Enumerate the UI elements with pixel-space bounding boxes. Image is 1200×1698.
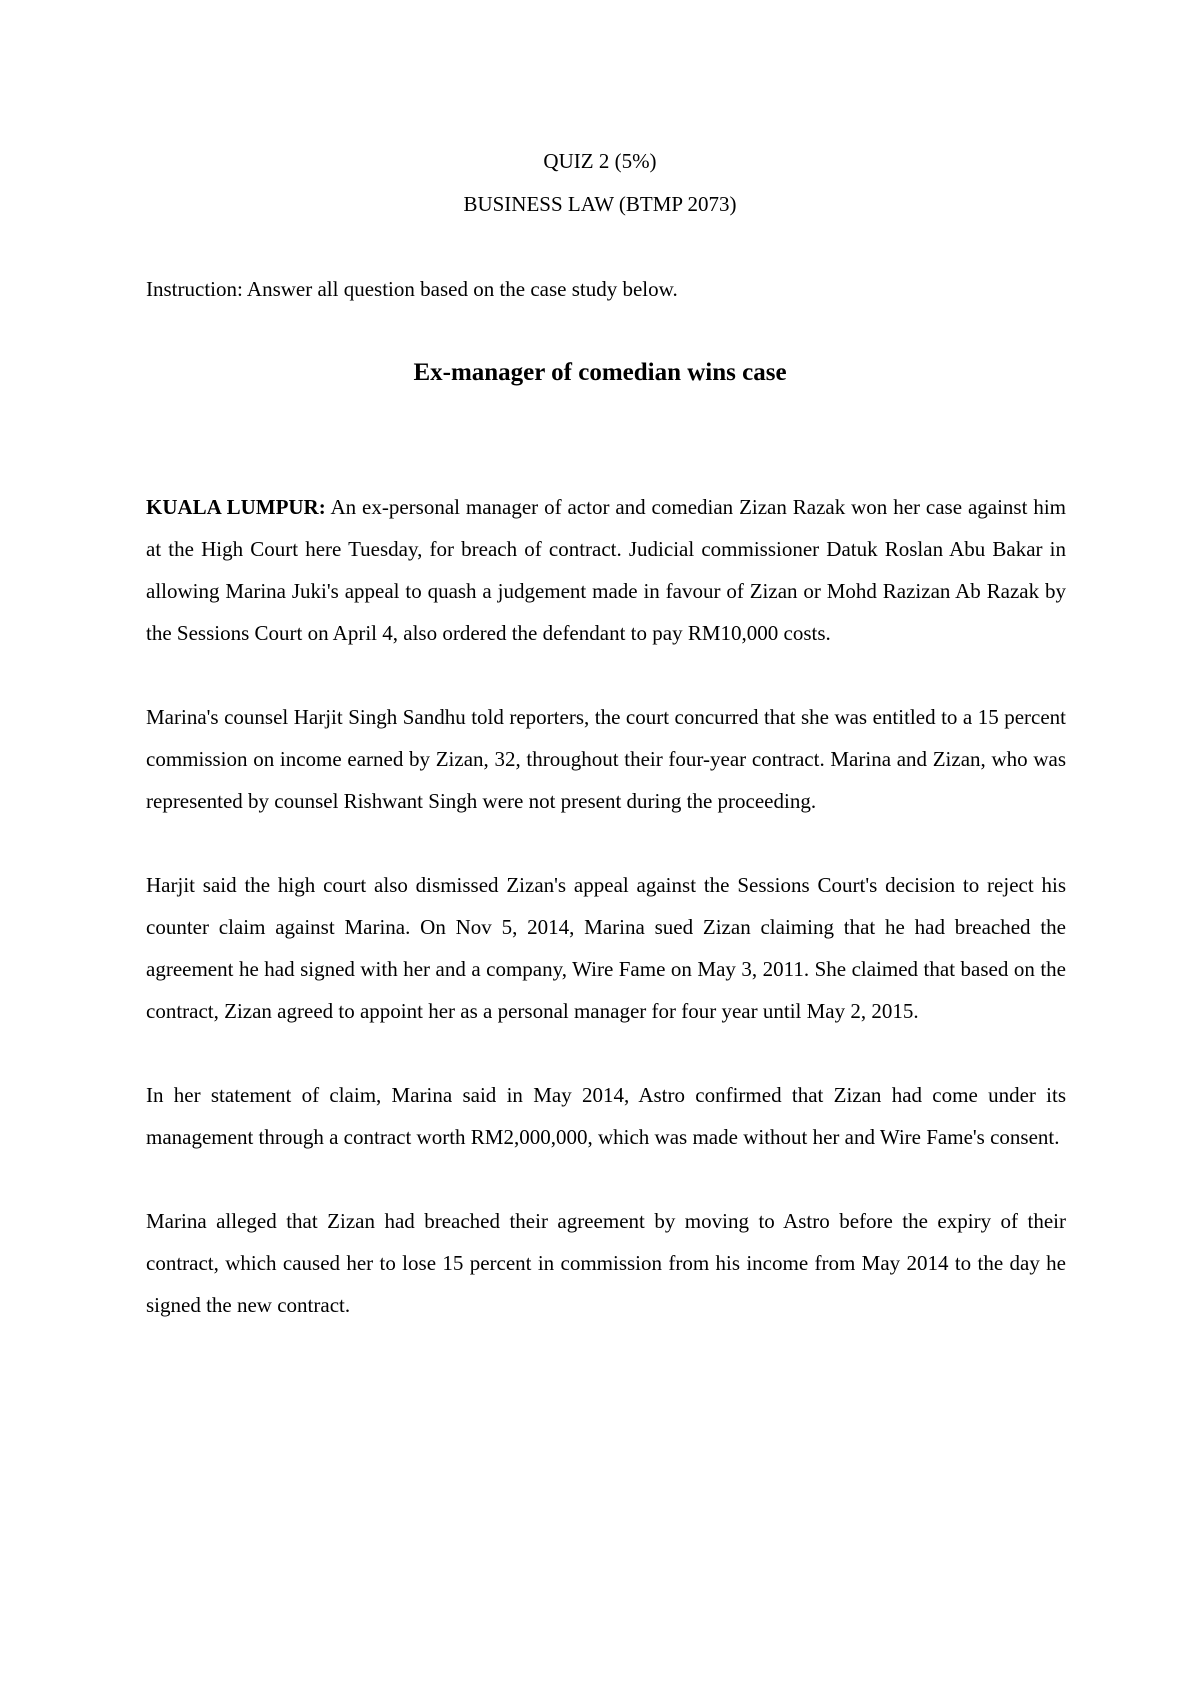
course-title: BUSINESS LAW (BTMP 2073)	[463, 192, 737, 216]
article-title: Ex-manager of comedian wins case	[413, 359, 787, 386]
quiz-title: QUIZ 2 (5%)	[543, 149, 657, 173]
article-paragraph-5: Marina alleged that Zizan had breached their agreement by moving to Astro before the expiry of their contract, which caused her to lose 15 percent in commission from his income from May 2014 to the day he signed the new contract.	[146, 1209, 1066, 1317]
article-paragraph-1	[146, 486, 1066, 654]
dateline: KUALA LUMPUR:	[146, 495, 326, 519]
instruction-text: Instruction: Answer all question based on the case study below.	[146, 277, 678, 301]
article-paragraph-2: Marina's counsel Harjit Singh Sandhu told reporters, the court concurred that she was entitled to a 15 percent commission on income earned by Zizan, 32, throughout their four-year contract. Marina and Zizan, who was represented by counsel Rishwant Singh were not present during the proceeding.	[146, 705, 1066, 813]
article-paragraph-4: In her statement of claim, Marina said in May 2014, Astro confirmed that Zizan had come under its management through a contract worth RM2,000,000, which was made without her and Wire Fame's consent.	[146, 1083, 1066, 1149]
article-body	[146, 486, 1066, 1368]
paragraph-text: An ex-personal manager of actor and comedian Zizan Razak won her case against him at the High Court here Tuesday, for breach of contract. Judicial commissioner Datuk Roslan Abu Bakar in allowing Marina Juki's appeal to quash a judgement made in favour of Zizan or Mohd Razizan Ab Razak by the Sessions Court on April 4, also ordered the defendant to pay RM10,000 costs.	[146, 495, 1066, 645]
article-paragraph-3: Harjit said the high court also dismissed Zizan's appeal against the Sessions Court's decision to reject his counter claim against Marina. On Nov 5, 2014, Marina sued Zizan claiming that he had breached the agreement he had signed with her and a company, Wire Fame on May 3, 2011. She claimed that based on the contract, Zizan agreed to appoint her as a personal manager for four year until May 2, 2015.	[146, 873, 1066, 1023]
